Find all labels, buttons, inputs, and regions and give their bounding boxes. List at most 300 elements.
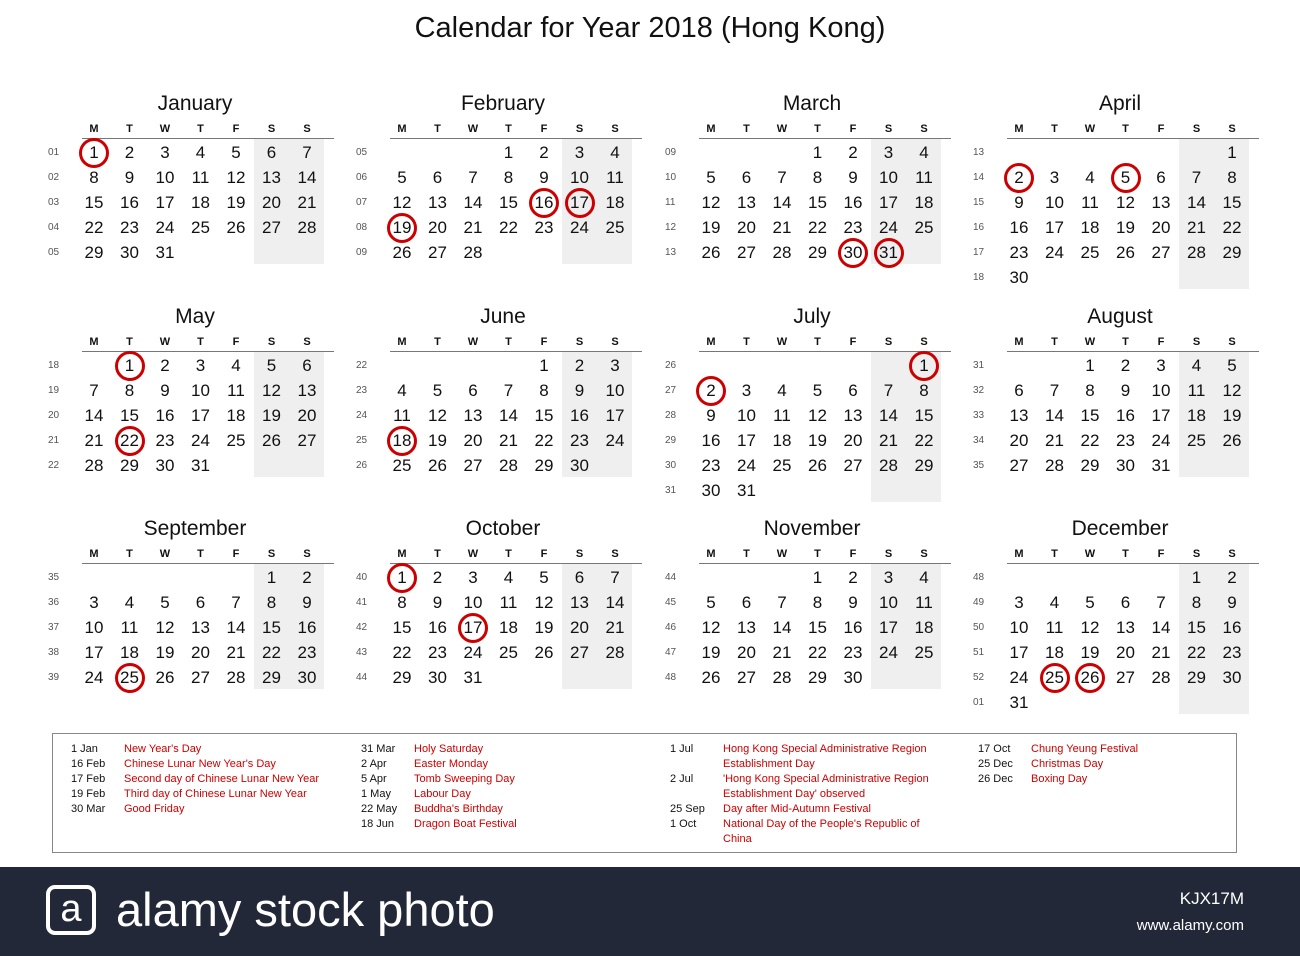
day-cell: 30 [1222, 668, 1242, 687]
weekday-header: S [611, 336, 619, 348]
month-name: August [1087, 305, 1153, 328]
day-cell: 24 [1045, 243, 1064, 262]
day-cell: 1 [1085, 356, 1095, 375]
day-cell: 29 [808, 243, 827, 262]
holiday-marker [387, 213, 417, 243]
day-cell: 24 [84, 668, 104, 687]
weekday-header: F [849, 336, 857, 348]
legend-entry [670, 742, 933, 772]
legend-entry [361, 757, 624, 772]
holiday-date: 31 Mar [361, 743, 396, 755]
week-number: 09 [665, 147, 677, 158]
weekday-header: M [397, 336, 407, 348]
weekday-header: W [776, 123, 788, 135]
day-cell: 15 [392, 618, 412, 637]
weekday-header: S [575, 548, 584, 560]
header-divider [1007, 351, 1259, 352]
day-cell: 17 [191, 406, 210, 425]
day-cell: 9 [539, 168, 549, 187]
weekday-header: F [1157, 123, 1165, 135]
week-number: 51 [973, 647, 985, 658]
day-cell: 15 [499, 193, 518, 212]
day-cell: 27 [737, 243, 756, 262]
day-cell: 24 [1151, 431, 1171, 450]
day-cell: 28 [605, 643, 625, 662]
day-cell: 19 [155, 643, 175, 662]
holiday-date: 22 May [361, 803, 398, 815]
week-number: 44 [356, 672, 368, 683]
weekday-header: T [505, 123, 512, 135]
day-cell: 20 [737, 218, 756, 237]
header-divider [699, 138, 951, 139]
holiday-marker [387, 426, 417, 456]
day-cell: 12 [155, 618, 175, 637]
day-cell: 9 [574, 381, 585, 400]
week-number: 26 [665, 360, 677, 371]
weekday-header: S [920, 336, 928, 348]
day-cell: 4 [503, 568, 514, 587]
week-number: 26 [356, 460, 368, 471]
week-number: 31 [973, 360, 985, 371]
day-cell: 27 [1009, 456, 1029, 475]
day-cell: 19 [534, 618, 554, 637]
day-cell: 4 [1049, 593, 1060, 612]
day-cell: 23 [1009, 243, 1029, 262]
day-cell: 7 [1156, 593, 1166, 612]
day-cell: 10 [1009, 618, 1029, 637]
day-cell: 22 [262, 643, 281, 662]
holiday-date: 26 Dec [978, 773, 1013, 785]
day-cell: 5 [1227, 356, 1237, 375]
week-number: 05 [356, 147, 368, 158]
weekday-header: S [884, 548, 893, 560]
day-cell: 9 [706, 406, 716, 425]
day-cell: 21 [772, 643, 792, 662]
weekday-header: T [1122, 123, 1129, 135]
holiday-date: 17 Oct [978, 743, 1011, 755]
day-cell: 26 [155, 668, 175, 687]
day-cell: 16 [120, 193, 139, 212]
holiday-name: Chung Yeung Festival [1031, 743, 1139, 755]
day-cell: 29 [808, 668, 827, 687]
weekday-header: S [1192, 123, 1201, 135]
holiday-date: 2 Jul [670, 773, 694, 785]
holiday-name: Buddha's Birthday [414, 803, 503, 815]
legend-column [361, 742, 624, 832]
day-cell: 20 [262, 193, 281, 212]
day-cell: 12 [808, 406, 827, 425]
day-cell: 7 [302, 143, 312, 162]
day-cell: 9 [302, 593, 312, 612]
holiday-marker [529, 188, 559, 218]
day-cell: 23 [428, 643, 447, 662]
holiday-date: 18 Jun [361, 818, 395, 830]
month-july [665, 305, 957, 513]
day-cell: 28 [1045, 456, 1064, 475]
day-cell: 4 [919, 143, 929, 162]
day-cell: 6 [741, 168, 752, 187]
day-cell: 8 [503, 168, 514, 187]
holiday-name: Boxing Day [1031, 773, 1088, 785]
week-number: 22 [48, 460, 60, 471]
weekday-header: S [1192, 548, 1201, 560]
month-name: December [1071, 517, 1169, 540]
day-cell: 8 [266, 593, 277, 612]
day-cell: 29 [120, 456, 139, 475]
day-cell: 1 [266, 568, 277, 587]
day-cell: 3 [883, 568, 894, 587]
weekday-header: S [267, 548, 276, 560]
day-cell: 1 [906, 353, 942, 378]
day-cell: 20 [843, 431, 863, 450]
day-cell: 2 [693, 378, 729, 403]
day-cell: 18 [1045, 643, 1064, 662]
day-cell: 18 [226, 406, 246, 425]
day-cell: 18 [605, 193, 625, 212]
day-cell: 12 [701, 193, 721, 212]
weekday-header: T [814, 336, 821, 348]
weekday-header: T [814, 123, 821, 135]
week-number: 07 [356, 197, 368, 208]
week-number: 22 [356, 360, 368, 371]
weekday-header: S [575, 123, 584, 135]
day-cell: 11 [606, 168, 624, 187]
legend-entry [71, 757, 334, 772]
day-cell: 17 [455, 615, 491, 640]
weekday-header: T [1122, 548, 1129, 560]
day-cell: 3 [1156, 356, 1166, 375]
day-cell: 10 [605, 381, 625, 400]
week-number: 33 [973, 410, 985, 421]
day-cell: 23 [1222, 643, 1242, 662]
week-number: 20 [48, 410, 60, 421]
day-cell: 19 [428, 431, 447, 450]
day-cell: 24 [605, 431, 625, 450]
day-cell: 30 [1116, 456, 1135, 475]
week-number: 04 [48, 222, 60, 233]
week-number: 28 [665, 410, 677, 421]
day-cell: 19 [1116, 218, 1135, 237]
day-cell: 11 [227, 381, 245, 400]
day-cell: 21 [605, 618, 625, 637]
month-name: October [465, 517, 541, 540]
day-cell: 14 [84, 406, 104, 425]
holiday-date: 16 Feb [71, 758, 106, 770]
week-number: 37 [48, 622, 60, 633]
day-cell: 1 [1227, 143, 1237, 162]
day-cell: 2 [574, 356, 585, 375]
weekday-header: F [540, 123, 548, 135]
day-cell: 20 [570, 618, 589, 637]
day-cell: 25 [191, 218, 210, 237]
day-cell: 20 [1151, 218, 1171, 237]
day-cell: 14 [772, 193, 792, 212]
weekday-header: T [434, 123, 441, 135]
day-cell: 21 [1151, 643, 1171, 662]
weekday-header: T [126, 548, 133, 560]
day-cell: 7 [777, 168, 787, 187]
day-cell: 27 [843, 456, 863, 475]
month-june [356, 305, 648, 513]
day-cell: 12 [701, 618, 721, 637]
holiday-marker [115, 426, 145, 456]
day-cell: 24 [570, 218, 589, 237]
weekday-header: W [1084, 548, 1096, 560]
footer-banner [0, 867, 1300, 956]
day-cell: 5 [266, 356, 277, 375]
weekday-header: W [1084, 123, 1096, 135]
week-number: 10 [665, 172, 677, 183]
week-number: 19 [48, 385, 60, 396]
day-cell: 21 [1045, 431, 1064, 450]
day-cell: 17 [1151, 406, 1171, 425]
day-cell: 9 [1120, 381, 1131, 400]
legend-entry [71, 742, 334, 757]
day-cell: 2 [1001, 165, 1037, 190]
legend-entry [361, 742, 624, 757]
day-cell: 14 [297, 168, 317, 187]
day-cell: 8 [89, 168, 99, 187]
day-cell: 2 [848, 143, 858, 162]
day-cell: 30 [155, 456, 175, 475]
legend-entry [670, 817, 933, 847]
weekday-header: W [467, 336, 479, 348]
day-cell: 27 [191, 668, 210, 687]
weekday-header: M [397, 123, 407, 135]
day-cell: 10 [84, 618, 104, 637]
day-cell: 20 [463, 431, 483, 450]
day-cell: 15 [534, 406, 554, 425]
week-number: 47 [665, 647, 677, 658]
day-cell: 6 [1120, 593, 1131, 612]
weekday-header: F [540, 336, 548, 348]
day-cell: 5 [539, 568, 549, 587]
day-cell: 23 [120, 218, 139, 237]
day-cell: 7 [89, 381, 99, 400]
day-cell: 17 [155, 193, 175, 212]
week-number: 24 [356, 410, 368, 421]
legend-column [670, 742, 933, 847]
day-cell: 7 [503, 381, 514, 400]
week-number: 18 [973, 272, 985, 283]
month-april [973, 92, 1265, 300]
weekday-header: S [884, 123, 893, 135]
day-cell: 1 [384, 565, 420, 590]
day-cell: 1 [1191, 568, 1202, 587]
week-number: 39 [48, 672, 60, 683]
weekday-header: T [743, 548, 750, 560]
day-cell: 3 [883, 143, 894, 162]
weekday-header: T [505, 336, 512, 348]
day-cell: 2 [124, 143, 135, 162]
day-cell: 28 [499, 456, 518, 475]
day-cell: 7 [1191, 168, 1202, 187]
day-cell: 12 [262, 381, 281, 400]
header-divider [390, 138, 642, 139]
day-cell: 25 [226, 431, 246, 450]
day-cell: 2 [848, 568, 858, 587]
header-divider [699, 351, 951, 352]
holiday-name: Holy Saturday [414, 743, 484, 755]
day-cell: 4 [195, 143, 206, 162]
day-cell: 13 [191, 618, 210, 637]
legend-entry [978, 742, 1241, 757]
day-cell: 25 [914, 218, 934, 237]
holiday-date: 17 Feb [71, 773, 106, 785]
day-cell: 28 [226, 668, 246, 687]
day-cell: 8 [1227, 168, 1237, 187]
day-cell: 5 [432, 381, 443, 400]
day-cell: 27 [297, 431, 317, 450]
day-cell: 14 [605, 593, 625, 612]
week-number: 21 [48, 435, 60, 446]
legend-column [978, 742, 1241, 787]
day-cell: 15 [120, 406, 139, 425]
day-cell: 25 [112, 665, 148, 690]
day-cell: 2 [432, 568, 443, 587]
day-cell: 27 [1151, 243, 1171, 262]
day-cell: 30 [701, 481, 721, 500]
weekday-header: T [1051, 548, 1058, 560]
day-cell: 2 [1227, 568, 1237, 587]
holiday-marker [115, 351, 145, 381]
weekday-header: F [1157, 336, 1165, 348]
day-cell: 20 [428, 218, 447, 237]
holiday-name: Second day of Chinese Lunar New Year [124, 773, 320, 785]
day-cell: 15 [1080, 406, 1100, 425]
week-number: 27 [665, 385, 677, 396]
weekday-header: F [232, 548, 240, 560]
holiday-date: 25 Dec [978, 758, 1013, 770]
header-divider [390, 563, 642, 564]
day-cell: 28 [84, 456, 104, 475]
day-cell: 22 [1187, 643, 1206, 662]
day-cell: 6 [302, 356, 312, 375]
month-name: April [1098, 92, 1141, 115]
weekday-header: T [434, 336, 441, 348]
day-cell: 25 [605, 218, 625, 237]
month-october [356, 517, 648, 725]
week-number: 43 [356, 647, 368, 658]
day-cell: 24 [155, 218, 175, 237]
day-cell: 24 [879, 643, 898, 662]
weekday-header: S [920, 123, 928, 135]
week-number: 15 [973, 197, 985, 208]
week-number: 31 [665, 485, 677, 496]
day-cell: 24 [879, 218, 898, 237]
day-cell: 10 [570, 168, 589, 187]
weekday-header: M [89, 123, 99, 135]
month-name: September [143, 517, 247, 540]
day-cell: 12 [534, 593, 554, 612]
week-number: 34 [973, 435, 985, 446]
weekday-header: W [159, 336, 171, 348]
week-number: 41 [356, 597, 368, 608]
month-november [665, 517, 957, 725]
day-cell: 5 [706, 168, 716, 187]
day-cell: 2 [302, 568, 312, 587]
holiday-date: 19 Feb [71, 788, 106, 800]
day-cell: 10 [1151, 381, 1171, 400]
day-cell: 21 [297, 193, 317, 212]
weekday-header: T [505, 548, 512, 560]
weekday-header: T [197, 336, 204, 348]
day-cell: 13 [1009, 406, 1029, 425]
weekday-header: T [197, 123, 204, 135]
weekday-header: S [303, 548, 311, 560]
weekday-header: W [467, 123, 479, 135]
day-cell: 13 [843, 406, 863, 425]
day-cell: 14 [1151, 618, 1171, 637]
month-march [665, 92, 957, 300]
day-cell: 9 [848, 593, 858, 612]
day-cell: 4 [1191, 356, 1202, 375]
day-cell: 7 [468, 168, 478, 187]
day-cell: 26 [226, 218, 246, 237]
holiday-name: Hong Kong Special Administrative Region Establishment Day [723, 743, 927, 770]
day-cell: 11 [915, 593, 933, 612]
day-cell: 13 [737, 193, 756, 212]
header-divider [390, 351, 642, 352]
week-number: 35 [48, 572, 60, 583]
day-cell: 18 [1080, 218, 1100, 237]
weekday-header: W [159, 548, 171, 560]
week-number: 14 [973, 172, 985, 183]
day-cell: 16 [428, 618, 447, 637]
day-cell: 6 [574, 568, 585, 587]
holiday-marker [1075, 663, 1105, 693]
month-name: November [763, 517, 861, 540]
holiday-marker [1111, 163, 1141, 193]
day-cell: 5 [160, 593, 170, 612]
day-cell: 12 [1116, 193, 1135, 212]
holiday-marker [874, 238, 904, 268]
day-cell: 28 [1187, 243, 1206, 262]
holiday-name: Third day of Chinese Lunar New Year [124, 788, 307, 800]
day-cell: 30 [1009, 268, 1029, 287]
day-cell: 14 [226, 618, 246, 637]
week-number: 18 [48, 360, 60, 371]
day-cell: 14 [1045, 406, 1064, 425]
week-number: 17 [973, 247, 985, 258]
weekday-header: W [467, 548, 479, 560]
day-cell: 25 [1037, 665, 1073, 690]
month-name: July [793, 305, 831, 328]
day-cell: 8 [812, 168, 823, 187]
day-cell: 16 [701, 431, 721, 450]
holiday-name: New Year's Day [124, 743, 202, 755]
day-cell: 24 [737, 456, 756, 475]
day-cell: 29 [1080, 456, 1100, 475]
day-cell: 11 [1081, 193, 1099, 212]
day-cell: 25 [1080, 243, 1100, 262]
holiday-marker [115, 663, 145, 693]
holiday-date: 1 Jan [71, 743, 98, 755]
day-cell: 5 [1108, 165, 1144, 190]
day-cell: 10 [879, 168, 898, 187]
legend-entry [361, 817, 624, 832]
day-cell: 18 [384, 428, 420, 453]
day-cell: 25 [772, 456, 792, 475]
day-cell: 17 [1009, 643, 1029, 662]
day-cell: 8 [812, 593, 823, 612]
day-cell: 10 [463, 593, 483, 612]
day-cell: 3 [741, 381, 752, 400]
day-cell: 25 [914, 643, 934, 662]
day-cell: 17 [562, 190, 598, 215]
day-cell: 8 [397, 593, 407, 612]
day-cell: 19 [701, 218, 721, 237]
